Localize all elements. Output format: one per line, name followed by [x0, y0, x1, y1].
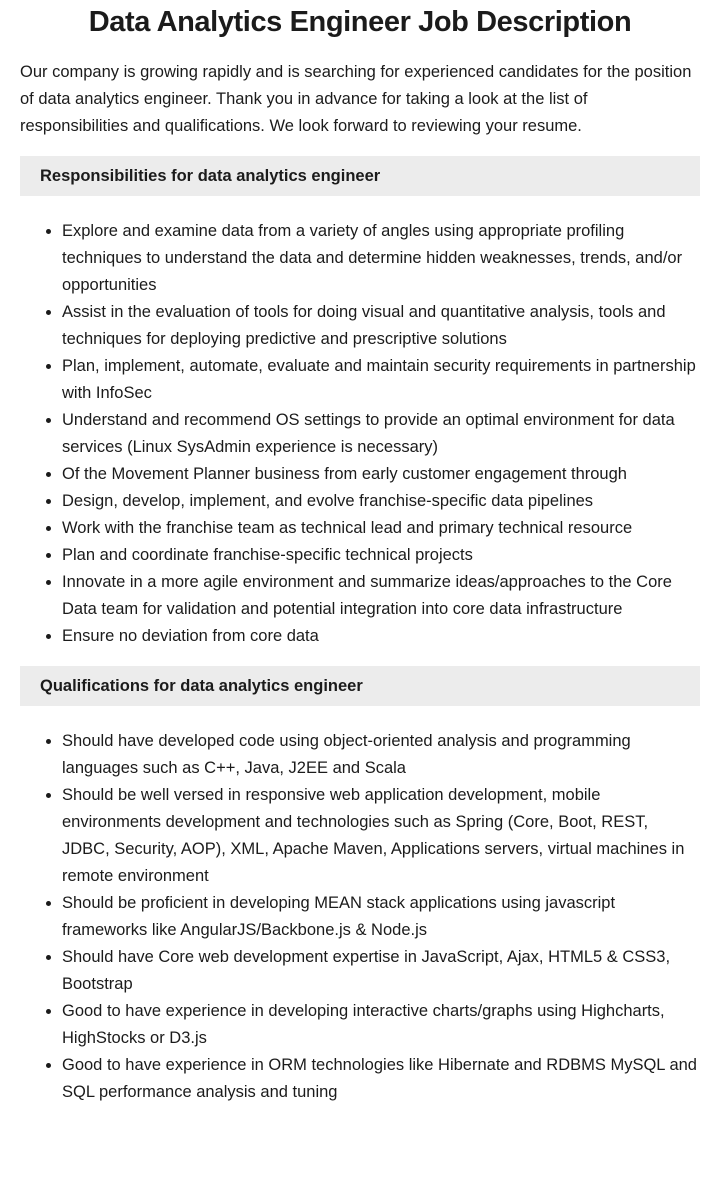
list-item: Work with the franchise team as technical lead and primary technical resource: [46, 515, 700, 542]
list-item: Should have Core web development expertise in JavaScript, Ajax, HTML5 & CSS3, Bootstrap: [46, 944, 700, 998]
responsibilities-section-header: Responsibilities for data analytics engineer: [20, 156, 700, 196]
qualifications-section-header: Qualifications for data analytics engineer: [20, 666, 700, 706]
list-item: Of the Movement Planner business from early customer engagement through: [46, 461, 700, 488]
list-item: Plan, implement, automate, evaluate and maintain security requirements in partnership with InfoSec: [46, 353, 700, 407]
list-item: Good to have experience in developing interactive charts/graphs using Highcharts, HighStocks or D3.js: [46, 998, 700, 1052]
list-item: Design, develop, implement, and evolve franchise-specific data pipelines: [46, 488, 700, 515]
intro-paragraph: Our company is growing rapidly and is searching for experienced candidates for the position of data analytics engineer. Thank you in advance for taking a look at the list of responsibilities and qualifications. We look forward to reviewing your resume.: [20, 63, 692, 135]
list-item: Plan and coordinate franchise-specific technical projects: [46, 542, 700, 569]
list-item: Good to have experience in ORM technologies like Hibernate and RDBMS MySQL and SQL performance analysis and tuning: [46, 1052, 700, 1106]
list-item: Assist in the evaluation of tools for doing visual and quantitative analysis, tools and techniques for deploying predictive and prescriptive solutions: [46, 299, 700, 353]
job-description-document: [0, 6, 720, 1147]
list-item: Should have developed code using object-oriented analysis and programming languages such as C++, Java, J2EE and Scala: [46, 728, 700, 782]
page-title: Data Analytics Engineer Job Description: [88, 6, 632, 38]
list-item: Should be well versed in responsive web application development, mobile environments development and technologies such as Spring (Core, Boot, REST, JDBC, Security, AOP), XML, Apache Maven, Applications servers, virtual machines in remote environment: [46, 782, 700, 890]
qualifications-list: [20, 728, 700, 1106]
responsibilities-list: [20, 218, 700, 650]
list-item: Innovate in a more agile environment and summarize ideas/approaches to the Core Data team for validation and potential integration into core data infrastructure: [46, 569, 700, 623]
list-item: Ensure no deviation from core data: [46, 623, 700, 650]
list-item: Should be proficient in developing MEAN stack applications using javascript frameworks like AngularJS/Backbone.js & Node.js: [46, 890, 700, 944]
list-item: Understand and recommend OS settings to provide an optimal environment for data services (Linux SysAdmin experience is necessary): [46, 407, 700, 461]
list-item: Explore and examine data from a variety of angles using appropriate profiling techniques to understand the data and determine hidden weaknesses, trends, and/or opportunities: [46, 218, 700, 299]
